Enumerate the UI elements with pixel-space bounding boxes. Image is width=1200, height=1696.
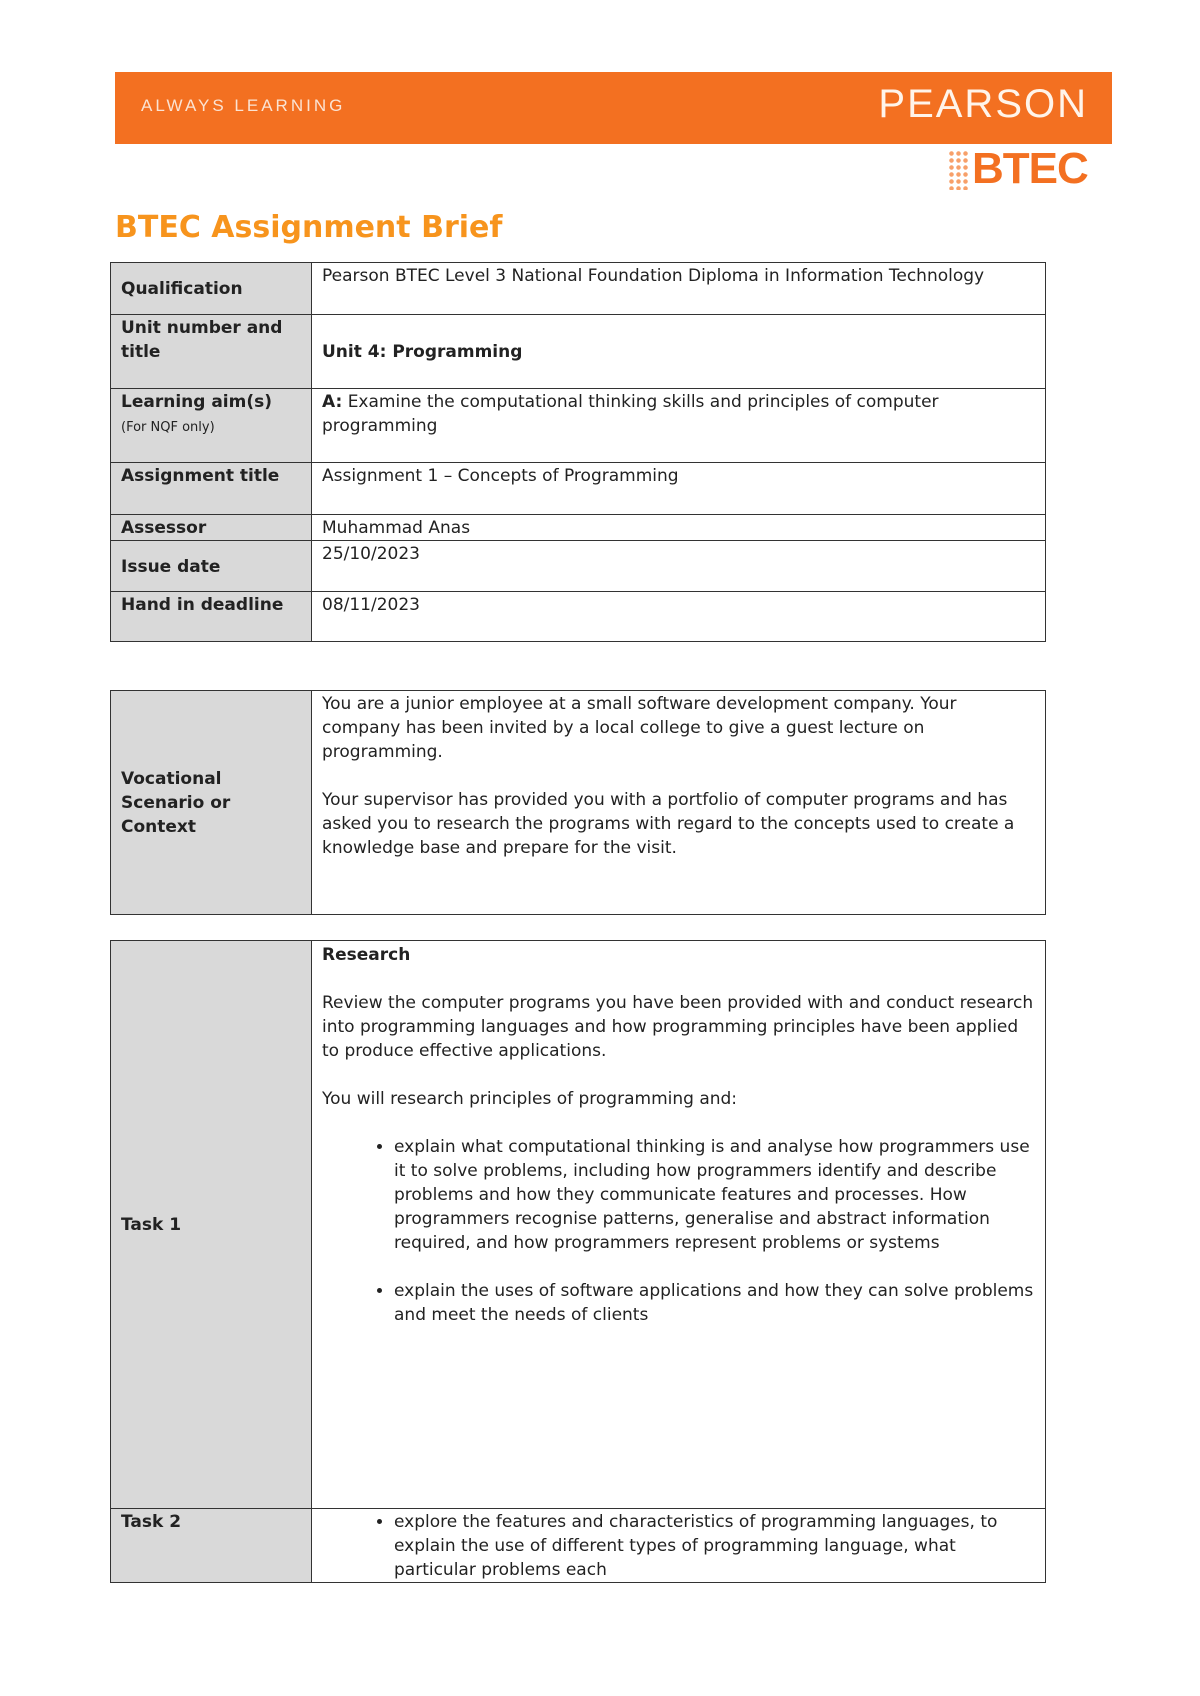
title-label: Assignment title bbox=[111, 463, 312, 515]
scenario-paragraph: You are a junior employee at a small software development company. Your company has been invited by a local college to give a guest lecture on programming. bbox=[322, 694, 957, 762]
assessor-label: Assessor bbox=[111, 515, 312, 541]
btec-logo: BTEC bbox=[972, 144, 1088, 193]
qualification-label: Qualification bbox=[111, 263, 312, 315]
scenario-content bbox=[312, 691, 1046, 915]
scenario-paragraph: Your supervisor has provided you with a portfolio of computer programs and has asked you to research the programs with regard to the concepts used to create a knowledge base and prepare for the visit. bbox=[322, 790, 1015, 858]
brief-table bbox=[110, 262, 1046, 642]
aim-note: (For NQF only) bbox=[121, 420, 215, 435]
header-banner bbox=[115, 72, 1112, 144]
deadline-label: Hand in deadline bbox=[111, 592, 312, 642]
issue-label: Issue date bbox=[111, 541, 312, 592]
list-item: • explain the uses of software applications and how they can solve problems and meet the needs of clients bbox=[394, 1279, 1035, 1327]
list-item: • explore the features and characteristics of programming languages, to explain the use of different types of programming language, what particular problems each bbox=[394, 1510, 1035, 1582]
task1-paragraph: Review the computer programs you have been provided with and conduct research into programming languages and how programming principles have been applied to produce effective applications. bbox=[322, 993, 1034, 1061]
title-value: Assignment 1 – Concepts of Programming bbox=[312, 463, 1046, 515]
qualification-value: Pearson BTEC Level 3 National Foundation Diploma in Information Technology bbox=[312, 263, 1046, 315]
aim-label-text: Learning aim(s) bbox=[121, 392, 273, 412]
pearson-logo: PEARSON bbox=[878, 82, 1088, 126]
issue-value: 25/10/2023 bbox=[312, 541, 1046, 592]
task1-label: Task 1 bbox=[111, 941, 312, 1509]
list-item: • explain what computational thinking is and analyse how programmers use it to solve problems, including how programmers identify and describe problems and how they communicate features and processes. How programmers recognise patterns, generalise and abstract information required, and how programmers represent problems or systems bbox=[394, 1135, 1035, 1255]
assessor-value: Muhammad Anas bbox=[312, 515, 1046, 541]
task2-label: Task 2 bbox=[111, 1509, 312, 1583]
aim-prefix: A: bbox=[322, 392, 343, 412]
scenario-table bbox=[110, 690, 1046, 915]
aim-text: Examine the computational thinking skills and principles of computer programming bbox=[322, 392, 939, 436]
deadline-value: 08/11/2023 bbox=[312, 592, 1046, 642]
aim-label bbox=[111, 389, 312, 463]
task2-content bbox=[312, 1509, 1046, 1583]
task1-heading: Research bbox=[322, 945, 411, 965]
unit-value: Unit 4: Programming bbox=[312, 315, 1046, 389]
tagline: ALWAYS LEARNING bbox=[141, 96, 346, 115]
task1-bullets bbox=[322, 1135, 1035, 1327]
task1-content bbox=[312, 941, 1046, 1509]
task1-paragraph: You will research principles of programming and: bbox=[322, 1089, 738, 1109]
unit-label: Unit number and title bbox=[111, 315, 312, 389]
aim-value bbox=[312, 389, 1046, 463]
tasks-table bbox=[110, 940, 1046, 1583]
page-title: BTEC Assignment Brief bbox=[115, 210, 503, 245]
scenario-label: Vocational Scenario or Context bbox=[111, 691, 312, 915]
btec-dots-icon bbox=[948, 150, 970, 190]
task2-bullets bbox=[322, 1510, 1035, 1582]
